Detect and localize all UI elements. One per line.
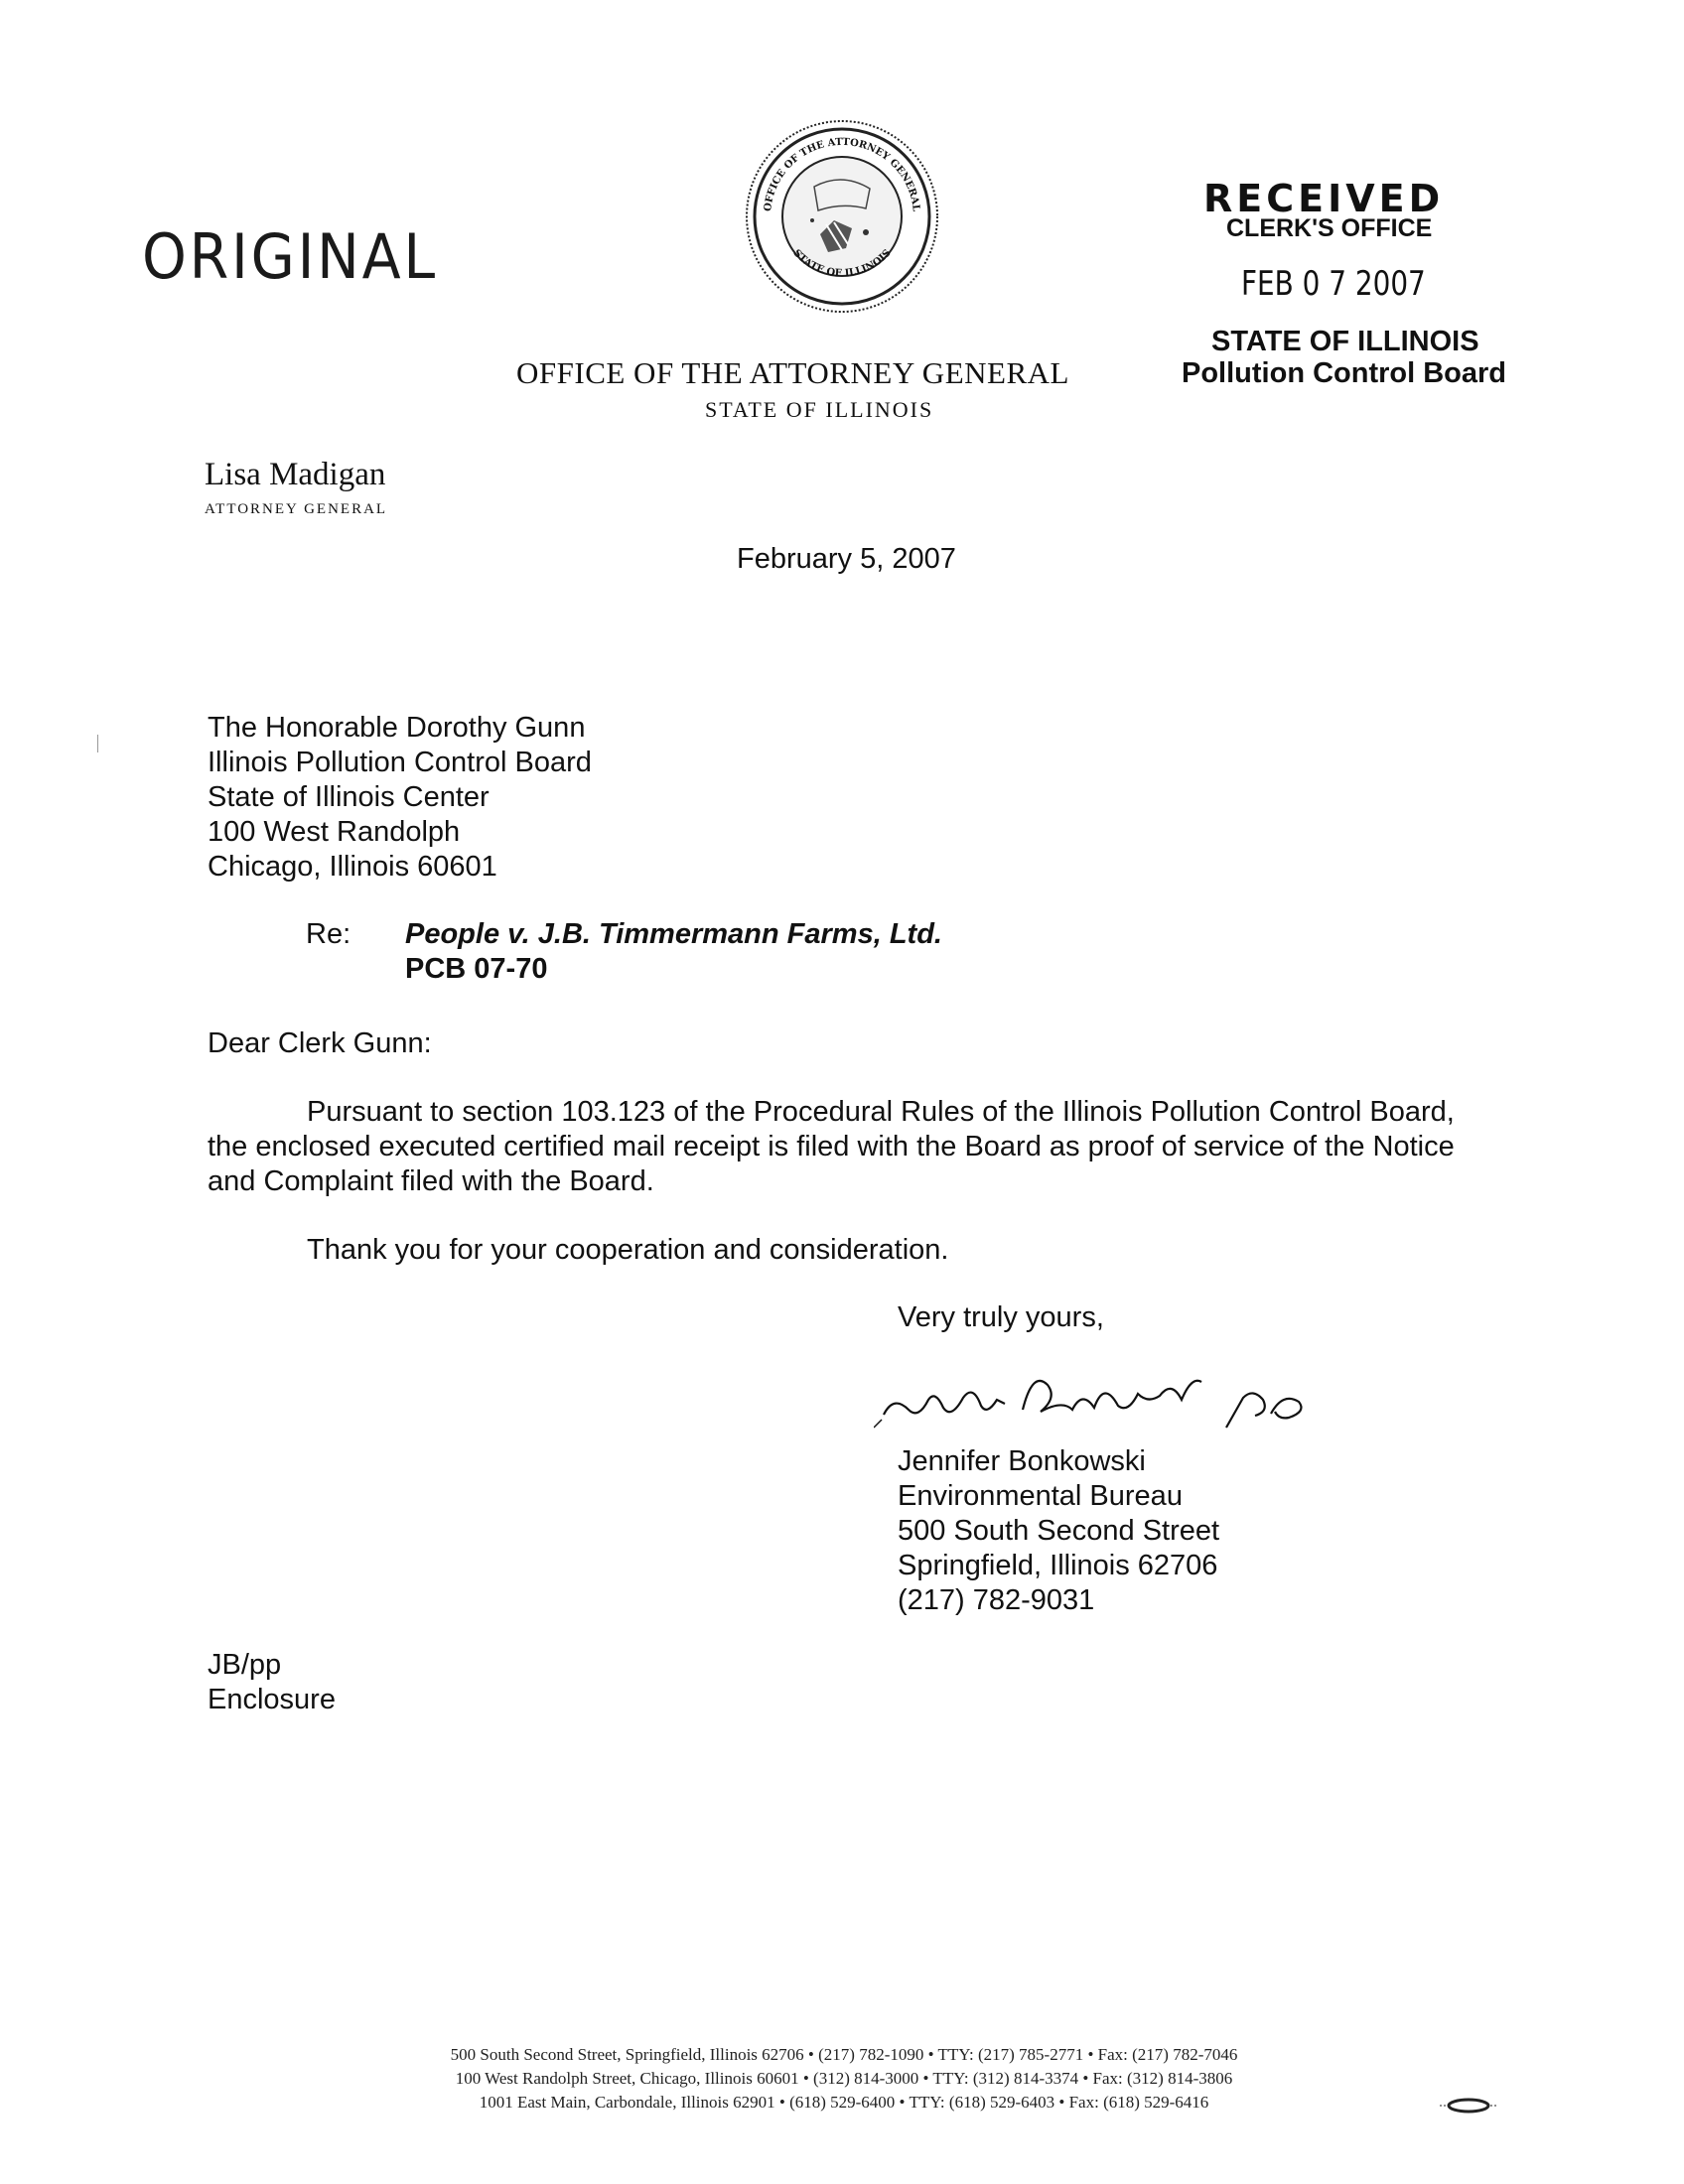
closing: Very truly yours, bbox=[898, 1301, 1104, 1333]
stamp-clerks-office: CLERK'S OFFICE bbox=[1226, 214, 1433, 242]
thanks-paragraph: Thank you for your cooperation and consideration. bbox=[307, 1234, 949, 1266]
sender-line: (217) 782-9031 bbox=[898, 1584, 1095, 1616]
salutation: Dear Clerk Gunn: bbox=[208, 1027, 432, 1059]
footer-addresses bbox=[199, 2043, 1489, 2115]
recipient-line: Chicago, Illinois 60601 bbox=[208, 851, 497, 883]
sender-line: 500 South Second Street bbox=[898, 1515, 1220, 1547]
margin-mark bbox=[97, 735, 98, 752]
attorney-general-title: ATTORNEY GENERAL bbox=[205, 501, 388, 517]
recipient-line: The Honorable Dorothy Gunn bbox=[208, 712, 586, 744]
stamp-date: FEB 0 7 2007 bbox=[1241, 264, 1426, 304]
seal-text-top: OFFICE OF THE ATTORNEY GENERAL bbox=[763, 136, 921, 212]
paragraph-text: Pursuant to section 103.123 of the Procedural Rules of the Illinois Pollution Control Board, the enclosed executed certified mail receipt is filed with the Board as proof of service of the Notice and Complaint filed with the Board. bbox=[208, 1096, 1455, 1197]
recycled-paper-icon bbox=[1440, 2097, 1497, 2115]
sender-line: Environmental Bureau bbox=[898, 1480, 1183, 1512]
recipient-line: 100 West Randolph bbox=[208, 816, 461, 848]
recipient-line: State of Illinois Center bbox=[208, 781, 490, 813]
enclosure-note: Enclosure bbox=[208, 1684, 336, 1715]
re-case-name: People v. J.B. Timmermann Farms, Ltd. bbox=[405, 918, 942, 950]
seal-text-bottom: STATE OF ILLINOIS bbox=[790, 247, 894, 280]
stamp-received: RECEIVED bbox=[1203, 177, 1445, 220]
sender-block bbox=[898, 1444, 1219, 1618]
recipient-line: Illinois Pollution Control Board bbox=[208, 747, 592, 778]
sender-line: Jennifer Bonkowski bbox=[898, 1445, 1146, 1477]
attorney-general-seal bbox=[743, 117, 941, 316]
sender-line: Springfield, Illinois 62706 bbox=[898, 1550, 1218, 1581]
letterhead-subtitle: STATE OF ILLINOIS bbox=[705, 397, 934, 422]
re-label: Re: bbox=[306, 918, 351, 950]
attorney-general-name: Lisa Madigan bbox=[205, 457, 386, 492]
signature bbox=[874, 1340, 1331, 1439]
letterhead-title: OFFICE OF THE ATTORNEY GENERAL bbox=[516, 355, 1069, 390]
initials-block bbox=[208, 1648, 336, 1717]
re-case-number: PCB 07-70 bbox=[405, 953, 548, 985]
footer-line: 500 South Second Street, Springfield, Illinois 62706 • (217) 782-1090 • TTY: (217) 785-2771 • Fax: (217) 782-7046 bbox=[450, 2045, 1238, 2064]
body-paragraph bbox=[208, 1095, 1498, 1199]
original-stamp: ORIGINAL bbox=[142, 220, 438, 293]
typist-initials: JB/pp bbox=[208, 1649, 282, 1681]
stamp-board: Pollution Control Board bbox=[1182, 357, 1507, 389]
stamp-state: STATE OF ILLINOIS bbox=[1211, 326, 1479, 357]
footer-line: 1001 East Main, Carbondale, Illinois 62901 • (618) 529-6400 • TTY: (618) 529-6403 • Fax: (618) 529-6416 bbox=[479, 2093, 1209, 2112]
letter-date: February 5, 2007 bbox=[737, 543, 956, 575]
recipient-address bbox=[208, 711, 592, 885]
footer-line: 100 West Randolph Street, Chicago, Illinois 60601 • (312) 814-3000 • TTY: (312) 814-3374 • Fax: (312) 814-3806 bbox=[455, 2069, 1233, 2088]
